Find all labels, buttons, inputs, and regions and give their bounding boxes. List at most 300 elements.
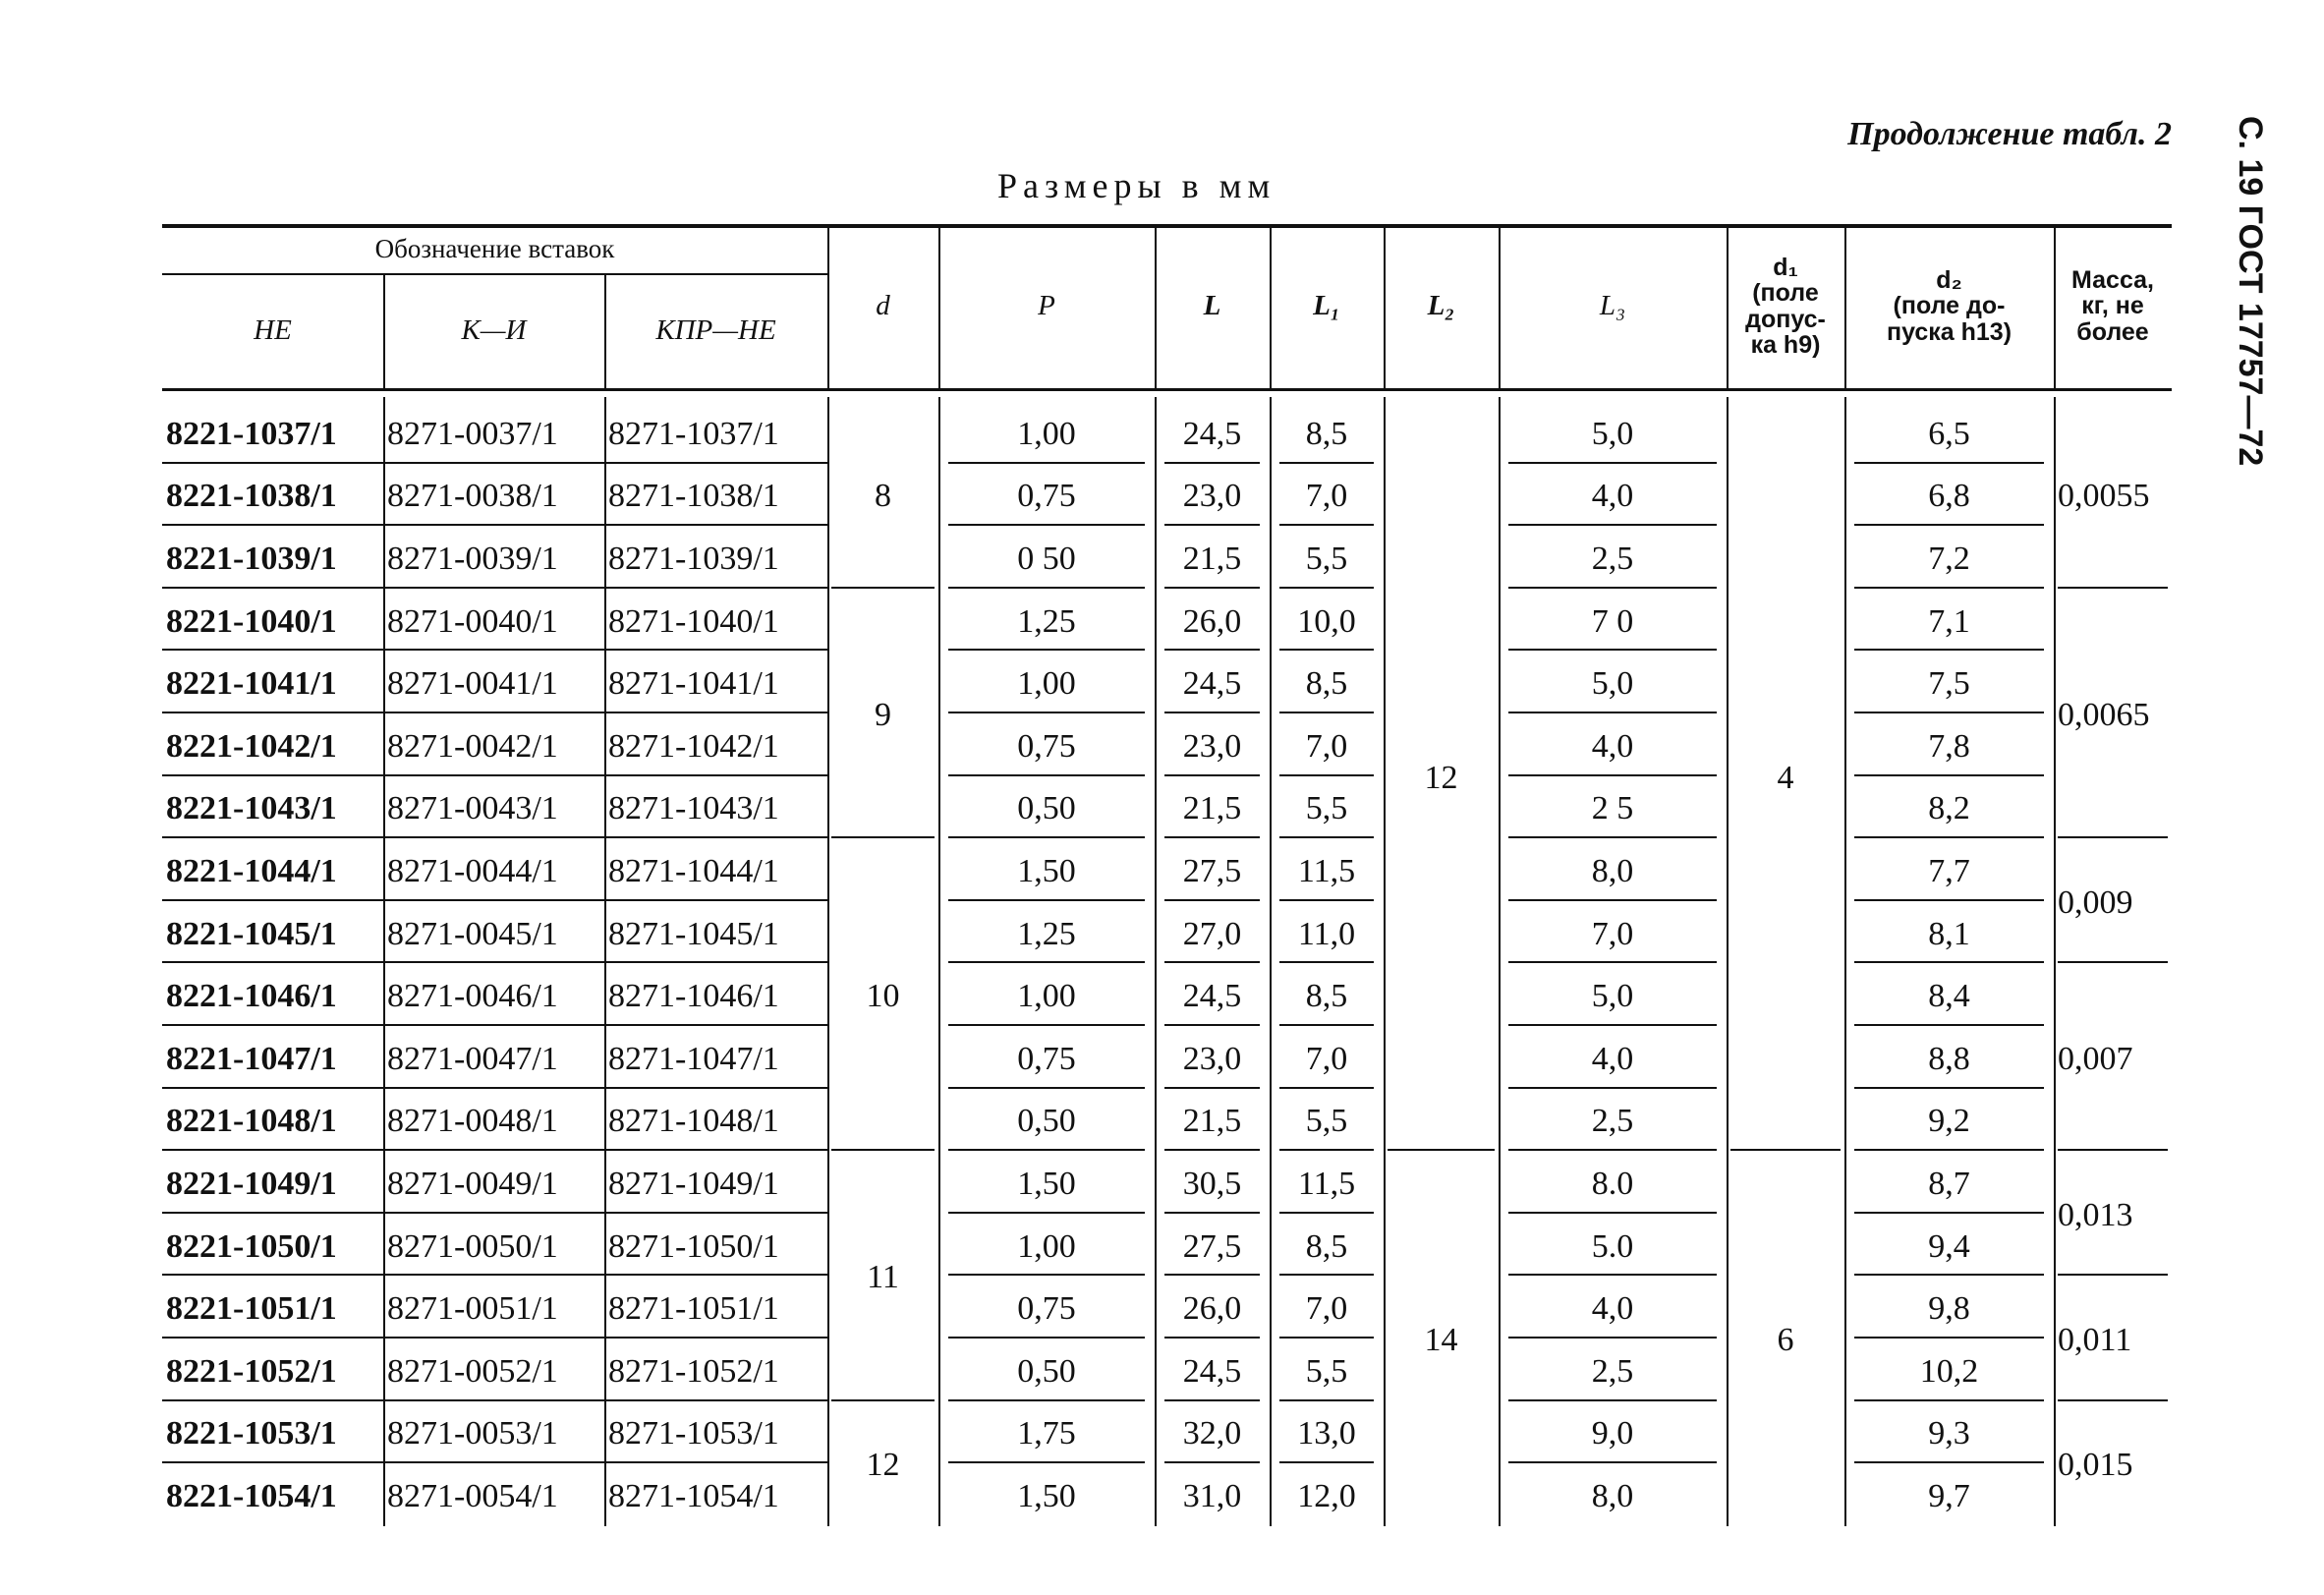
cell-d2: 9,4 bbox=[1928, 1227, 1970, 1265]
cell-l: 24,5 bbox=[1182, 1352, 1242, 1390]
cell-kpr-ne: 8271-1051/1 bbox=[608, 1290, 779, 1328]
continuation-caption: Продолжение табл. 2 bbox=[1847, 116, 2172, 152]
cell-k-i: 8271-0043/1 bbox=[387, 790, 558, 827]
cell-l1: 7,0 bbox=[1305, 1040, 1348, 1077]
cell-kpr-ne: 8271-1049/1 bbox=[608, 1165, 779, 1202]
header-d1-line: ка h9) bbox=[1750, 330, 1821, 359]
row-underline bbox=[1508, 961, 1717, 963]
row-underline bbox=[1854, 712, 2044, 713]
row-underline bbox=[604, 899, 827, 901]
header-mass-line: кг, не bbox=[2081, 292, 2144, 320]
cell-k-i: 8271-0041/1 bbox=[387, 665, 558, 703]
cell-d1: 4 bbox=[1777, 759, 1794, 796]
row-underline bbox=[604, 712, 827, 713]
cell-ne: 8221-1048/1 bbox=[166, 1103, 337, 1140]
row-underline bbox=[1854, 1212, 2044, 1214]
row-underline bbox=[1164, 1087, 1260, 1089]
row-underline bbox=[1854, 1399, 2044, 1401]
cell-l3: 2,5 bbox=[1591, 1103, 1634, 1140]
row-underline bbox=[948, 836, 1145, 838]
cell-l3: 5,0 bbox=[1591, 978, 1634, 1015]
cell-l: 27,5 bbox=[1182, 852, 1242, 889]
row-underline bbox=[1854, 1149, 2044, 1151]
header-d2 bbox=[1844, 224, 2054, 388]
row-underline bbox=[1508, 1024, 1717, 1026]
cell-kpr-ne: 8271-1050/1 bbox=[608, 1227, 779, 1265]
row-underline bbox=[1854, 1337, 2044, 1339]
cell-d2: 7,1 bbox=[1928, 602, 1970, 640]
row-underline bbox=[1854, 524, 2044, 526]
cell-p: 1,00 bbox=[1017, 415, 1076, 452]
row-underline bbox=[948, 1149, 1145, 1151]
header-d1-line: допус- bbox=[1745, 305, 1826, 333]
cell-l1: 11,0 bbox=[1297, 915, 1356, 952]
row-underline bbox=[1279, 961, 1374, 963]
cell-l: 21,5 bbox=[1182, 540, 1242, 577]
cell-p: 0,75 bbox=[1017, 478, 1076, 515]
cell-d2: 10,2 bbox=[1919, 1352, 1979, 1390]
cell-l: 21,5 bbox=[1182, 1103, 1242, 1140]
cell-l: 21,5 bbox=[1182, 790, 1242, 827]
cell-k-i: 8271-0052/1 bbox=[387, 1352, 558, 1390]
row-underline bbox=[948, 1087, 1145, 1089]
cell-p: 0 50 bbox=[1017, 540, 1076, 577]
cell-l3: 5,0 bbox=[1591, 665, 1634, 703]
row-underline bbox=[1164, 712, 1260, 713]
row-underline bbox=[1279, 1399, 1374, 1401]
cell-ne: 8221-1052/1 bbox=[166, 1352, 337, 1390]
cell-k-i: 8271-0053/1 bbox=[387, 1415, 558, 1453]
row-underline bbox=[604, 1399, 827, 1401]
cell-l3: 2 5 bbox=[1591, 790, 1634, 827]
cell-mass: 0,0055 bbox=[2058, 478, 2150, 515]
header-bottom-rule bbox=[162, 388, 2172, 391]
row-underline bbox=[948, 899, 1145, 901]
cell-d2: 7,5 bbox=[1928, 665, 1970, 703]
cell-l1: 5,5 bbox=[1305, 1352, 1348, 1390]
row-underline bbox=[948, 1461, 1145, 1463]
cell-k-i: 8271-0044/1 bbox=[387, 852, 558, 889]
cell-l1: 8,5 bbox=[1305, 1227, 1348, 1265]
header-l: L bbox=[1203, 290, 1221, 321]
cell-kpr-ne: 8271-1039/1 bbox=[608, 540, 779, 577]
cell-mass: 0,0065 bbox=[2058, 696, 2150, 733]
row-underline bbox=[1854, 649, 2044, 651]
row-underline bbox=[383, 774, 604, 776]
row-underline bbox=[162, 961, 383, 963]
cell-l3: 5.0 bbox=[1591, 1227, 1634, 1265]
group-separator bbox=[1730, 1149, 1841, 1151]
header-d: d bbox=[876, 290, 890, 321]
row-underline bbox=[162, 1461, 383, 1463]
row-underline bbox=[1279, 1024, 1374, 1026]
cell-l: 27,5 bbox=[1182, 1227, 1242, 1265]
header-d1-line: (поле bbox=[1752, 279, 1819, 308]
cell-k-i: 8271-0040/1 bbox=[387, 602, 558, 640]
row-underline bbox=[162, 1399, 383, 1401]
cell-mass: 0,011 bbox=[2058, 1321, 2132, 1358]
cell-l: 24,5 bbox=[1182, 415, 1242, 452]
header-d1-line: d₁ bbox=[1773, 254, 1798, 281]
row-underline bbox=[948, 1337, 1145, 1339]
header-mass-line: более bbox=[2076, 317, 2149, 346]
cell-l: 23,0 bbox=[1182, 478, 1242, 515]
row-underline bbox=[162, 1149, 383, 1151]
row-underline bbox=[1854, 899, 2044, 901]
cell-k-i: 8271-0047/1 bbox=[387, 1040, 558, 1077]
cell-d2: 8,7 bbox=[1928, 1165, 1970, 1202]
header-l1: L₁ bbox=[1313, 290, 1340, 321]
row-underline bbox=[604, 961, 827, 963]
cell-ne: 8221-1053/1 bbox=[166, 1415, 337, 1453]
cell-l: 31,0 bbox=[1182, 1477, 1242, 1514]
header-insert-designation: Обозначение вставок bbox=[374, 233, 615, 263]
cell-l: 23,0 bbox=[1182, 1040, 1242, 1077]
row-underline bbox=[1164, 1212, 1260, 1214]
header-d2-line: пуска h13) bbox=[1886, 317, 2012, 346]
group-separator bbox=[1388, 1149, 1495, 1151]
row-underline bbox=[1854, 774, 2044, 776]
page-running-header bbox=[2226, 116, 2285, 509]
header-ne: НЕ bbox=[254, 314, 292, 346]
row-underline bbox=[1508, 587, 1717, 589]
cell-l2: 14 bbox=[1424, 1321, 1458, 1358]
cell-l3: 8,0 bbox=[1591, 1477, 1634, 1514]
cell-kpr-ne: 8271-1040/1 bbox=[608, 602, 779, 640]
row-underline bbox=[162, 649, 383, 651]
cell-l3: 4,0 bbox=[1591, 1040, 1634, 1077]
cell-d2: 8,1 bbox=[1928, 915, 1970, 952]
cell-d1: 6 bbox=[1777, 1321, 1794, 1358]
row-underline bbox=[1854, 1461, 2044, 1463]
cell-p: 1,00 bbox=[1017, 665, 1076, 703]
row-underline bbox=[383, 1461, 604, 1463]
header-d1 bbox=[1727, 224, 1844, 388]
row-underline bbox=[1164, 1399, 1260, 1401]
header-mass-line: Масса, bbox=[2071, 266, 2154, 295]
row-underline bbox=[1164, 1337, 1260, 1339]
cell-k-i: 8271-0046/1 bbox=[387, 978, 558, 1015]
cell-l3: 4,0 bbox=[1591, 727, 1634, 765]
cell-ne: 8221-1049/1 bbox=[166, 1165, 337, 1202]
cell-kpr-ne: 8271-1041/1 bbox=[608, 665, 779, 703]
row-underline bbox=[1279, 649, 1374, 651]
row-underline bbox=[604, 524, 827, 526]
row-underline bbox=[604, 1337, 827, 1339]
cell-k-i: 8271-0038/1 bbox=[387, 478, 558, 515]
cell-d2: 8,4 bbox=[1928, 978, 1970, 1015]
cell-l1: 7,0 bbox=[1305, 727, 1348, 765]
row-underline bbox=[1508, 899, 1717, 901]
row-underline bbox=[1164, 524, 1260, 526]
cell-l1: 5,5 bbox=[1305, 790, 1348, 827]
cell-k-i: 8271-0054/1 bbox=[387, 1477, 558, 1514]
cell-l1: 7,0 bbox=[1305, 1290, 1348, 1328]
row-underline bbox=[162, 587, 383, 589]
row-underline bbox=[1508, 1149, 1717, 1151]
row-underline bbox=[1279, 1212, 1374, 1214]
row-underline bbox=[1279, 1337, 1374, 1339]
row-underline bbox=[383, 1087, 604, 1089]
cell-k-i: 8271-0049/1 bbox=[387, 1165, 558, 1202]
row-underline bbox=[1279, 462, 1374, 464]
cell-l3: 2,5 bbox=[1591, 1352, 1634, 1390]
row-underline bbox=[1279, 1274, 1374, 1276]
row-underline bbox=[604, 774, 827, 776]
cell-ne: 8221-1039/1 bbox=[166, 540, 337, 577]
row-underline bbox=[1164, 774, 1260, 776]
cell-p: 0,75 bbox=[1017, 727, 1076, 765]
cell-l1: 11,5 bbox=[1297, 852, 1356, 889]
row-underline bbox=[162, 524, 383, 526]
row-underline bbox=[604, 1212, 827, 1214]
cell-d: 12 bbox=[866, 1447, 900, 1484]
group-separator bbox=[2058, 1399, 2168, 1401]
cell-l2: 12 bbox=[1424, 759, 1458, 796]
row-underline bbox=[383, 712, 604, 713]
row-underline bbox=[1854, 462, 2044, 464]
cell-ne: 8221-1038/1 bbox=[166, 478, 337, 515]
cell-p: 1,00 bbox=[1017, 978, 1076, 1015]
cell-kpr-ne: 8271-1042/1 bbox=[608, 727, 779, 765]
row-underline bbox=[1508, 1461, 1717, 1463]
row-underline bbox=[383, 1337, 604, 1339]
cell-ne: 8221-1054/1 bbox=[166, 1477, 337, 1514]
cell-p: 0,75 bbox=[1017, 1040, 1076, 1077]
cell-l3: 4,0 bbox=[1591, 1290, 1634, 1328]
group-separator bbox=[2058, 587, 2168, 589]
group-separator bbox=[831, 1149, 935, 1151]
cell-d: 11 bbox=[867, 1259, 899, 1296]
row-underline bbox=[604, 1149, 827, 1151]
row-underline bbox=[1164, 1274, 1260, 1276]
cell-d2: 8,2 bbox=[1928, 790, 1970, 827]
cell-kpr-ne: 8271-1045/1 bbox=[608, 915, 779, 952]
cell-p: 0,50 bbox=[1017, 1352, 1076, 1390]
group-separator bbox=[831, 836, 935, 838]
cell-l1: 5,5 bbox=[1305, 1103, 1348, 1140]
cell-p: 1,75 bbox=[1017, 1415, 1076, 1453]
row-underline bbox=[948, 524, 1145, 526]
cell-p: 1,25 bbox=[1017, 602, 1076, 640]
cell-kpr-ne: 8271-1052/1 bbox=[608, 1352, 779, 1390]
row-underline bbox=[383, 1149, 604, 1151]
cell-d2: 7,2 bbox=[1928, 540, 1970, 577]
row-underline bbox=[604, 1087, 827, 1089]
cell-d2: 6,8 bbox=[1928, 478, 1970, 515]
row-underline bbox=[383, 1212, 604, 1214]
row-underline bbox=[162, 1337, 383, 1339]
row-underline bbox=[1164, 899, 1260, 901]
cell-p: 0,50 bbox=[1017, 1103, 1076, 1140]
row-underline bbox=[162, 1024, 383, 1026]
row-underline bbox=[383, 524, 604, 526]
cell-k-i: 8271-0048/1 bbox=[387, 1103, 558, 1140]
row-underline bbox=[948, 1024, 1145, 1026]
row-underline bbox=[383, 1399, 604, 1401]
cell-d2: 9,3 bbox=[1928, 1415, 1970, 1453]
cell-ne: 8221-1040/1 bbox=[166, 602, 337, 640]
cell-k-i: 8271-0051/1 bbox=[387, 1290, 558, 1328]
cell-ne: 8221-1041/1 bbox=[166, 665, 337, 703]
cell-ne: 8221-1050/1 bbox=[166, 1227, 337, 1265]
row-underline bbox=[383, 649, 604, 651]
cell-k-i: 8271-0039/1 bbox=[387, 540, 558, 577]
cell-l1: 5,5 bbox=[1305, 540, 1348, 577]
cell-l3: 2,5 bbox=[1591, 540, 1634, 577]
header-d2-line: d₂ bbox=[1936, 266, 1962, 295]
cell-kpr-ne: 8271-1053/1 bbox=[608, 1415, 779, 1453]
row-underline bbox=[1508, 836, 1717, 838]
cell-kpr-ne: 8271-1048/1 bbox=[608, 1103, 779, 1140]
cell-d2: 9,8 bbox=[1928, 1290, 1970, 1328]
cell-k-i: 8271-0045/1 bbox=[387, 915, 558, 952]
row-underline bbox=[1508, 1087, 1717, 1089]
cell-l1: 13,0 bbox=[1297, 1415, 1356, 1453]
cell-l3: 7,0 bbox=[1591, 915, 1634, 952]
row-underline bbox=[948, 649, 1145, 651]
cell-l3: 4,0 bbox=[1591, 478, 1634, 515]
row-underline bbox=[948, 961, 1145, 963]
cell-kpr-ne: 8271-1037/1 bbox=[608, 415, 779, 452]
cell-k-i: 8271-0050/1 bbox=[387, 1227, 558, 1265]
row-underline bbox=[604, 836, 827, 838]
row-underline bbox=[1508, 774, 1717, 776]
cell-l3: 8.0 bbox=[1591, 1165, 1634, 1202]
cell-l1: 8,5 bbox=[1305, 665, 1348, 703]
row-underline bbox=[948, 774, 1145, 776]
row-underline bbox=[604, 649, 827, 651]
group-separator bbox=[831, 587, 935, 589]
row-underline bbox=[1164, 462, 1260, 464]
cell-mass: 0,009 bbox=[2058, 883, 2133, 921]
units-caption: Размеры в мм bbox=[997, 166, 1276, 205]
cell-p: 1,00 bbox=[1017, 1227, 1076, 1265]
row-underline bbox=[1164, 587, 1260, 589]
row-underline bbox=[162, 462, 383, 464]
row-underline bbox=[383, 899, 604, 901]
group-separator bbox=[2058, 836, 2168, 838]
row-underline bbox=[1164, 961, 1260, 963]
cell-l1: 8,5 bbox=[1305, 415, 1348, 452]
cell-ne: 8221-1045/1 bbox=[166, 915, 337, 952]
row-underline bbox=[1279, 1149, 1374, 1151]
cell-kpr-ne: 8271-1047/1 bbox=[608, 1040, 779, 1077]
row-underline bbox=[1279, 1461, 1374, 1463]
row-underline bbox=[1279, 712, 1374, 713]
row-underline bbox=[162, 712, 383, 713]
cell-k-i: 8271-0037/1 bbox=[387, 415, 558, 452]
row-underline bbox=[1854, 836, 2044, 838]
header-l3: L₃ bbox=[1599, 290, 1626, 321]
row-underline bbox=[1164, 649, 1260, 651]
cell-l: 26,0 bbox=[1182, 1290, 1242, 1328]
group-separator bbox=[2058, 1149, 2168, 1151]
cell-l1: 8,5 bbox=[1305, 978, 1348, 1015]
cell-d: 10 bbox=[866, 978, 900, 1015]
row-underline bbox=[948, 1274, 1145, 1276]
row-underline bbox=[162, 1087, 383, 1089]
row-underline bbox=[383, 1274, 604, 1276]
group-separator bbox=[2058, 1274, 2168, 1276]
row-underline bbox=[948, 1212, 1145, 1214]
row-underline bbox=[1508, 524, 1717, 526]
header-p: P bbox=[1038, 290, 1055, 321]
cell-p: 0,75 bbox=[1017, 1290, 1076, 1328]
cell-l1: 7,0 bbox=[1305, 478, 1348, 515]
row-underline bbox=[1854, 1274, 2044, 1276]
cell-l: 24,5 bbox=[1182, 978, 1242, 1015]
header-kpr-ne: КПР—НЕ bbox=[655, 314, 776, 346]
row-underline bbox=[162, 774, 383, 776]
header-l2: L₂ bbox=[1427, 290, 1455, 321]
row-underline bbox=[1508, 649, 1717, 651]
row-underline bbox=[383, 961, 604, 963]
row-underline bbox=[948, 462, 1145, 464]
cell-l1: 12,0 bbox=[1297, 1477, 1356, 1514]
cell-ne: 8221-1037/1 bbox=[166, 415, 337, 452]
row-underline bbox=[383, 836, 604, 838]
row-underline bbox=[604, 587, 827, 589]
row-underline bbox=[1164, 836, 1260, 838]
row-underline bbox=[383, 1024, 604, 1026]
row-underline bbox=[1279, 1087, 1374, 1089]
cell-l: 23,0 bbox=[1182, 727, 1242, 765]
row-underline bbox=[1279, 899, 1374, 901]
row-underline bbox=[383, 587, 604, 589]
cell-l: 32,0 bbox=[1182, 1415, 1242, 1453]
row-underline bbox=[948, 712, 1145, 713]
row-underline bbox=[1854, 587, 2044, 589]
cell-l: 24,5 bbox=[1182, 665, 1242, 703]
cell-kpr-ne: 8271-1044/1 bbox=[608, 852, 779, 889]
group-separator bbox=[2058, 961, 2168, 963]
row-underline bbox=[604, 1024, 827, 1026]
cell-d2: 9,7 bbox=[1928, 1477, 1970, 1514]
row-underline bbox=[162, 1212, 383, 1214]
cell-l3: 9,0 bbox=[1591, 1415, 1634, 1453]
cell-kpr-ne: 8271-1043/1 bbox=[608, 790, 779, 827]
running-header-text: С. 19 ГОСТ 17757—72 bbox=[2232, 116, 2269, 467]
cell-l3: 7 0 bbox=[1591, 602, 1634, 640]
row-underline bbox=[1854, 961, 2044, 963]
cell-ne: 8221-1042/1 bbox=[166, 727, 337, 765]
row-underline bbox=[1508, 1212, 1717, 1214]
cell-l1: 11,5 bbox=[1297, 1165, 1356, 1202]
cell-p: 1,50 bbox=[1017, 1477, 1076, 1514]
cell-mass: 0,013 bbox=[2058, 1196, 2133, 1233]
cell-ne: 8221-1047/1 bbox=[166, 1040, 337, 1077]
row-underline bbox=[1508, 712, 1717, 713]
row-underline bbox=[1164, 1149, 1260, 1151]
row-underline bbox=[1508, 462, 1717, 464]
cell-d2: 9,2 bbox=[1928, 1103, 1970, 1140]
row-underline bbox=[604, 1274, 827, 1276]
cell-ne: 8221-1043/1 bbox=[166, 790, 337, 827]
cell-l1: 10,0 bbox=[1297, 602, 1356, 640]
cell-d: 8 bbox=[875, 478, 891, 515]
row-underline bbox=[1854, 1024, 2044, 1026]
cell-l: 27,0 bbox=[1182, 915, 1242, 952]
row-underline bbox=[383, 462, 604, 464]
cell-l: 30,5 bbox=[1182, 1165, 1242, 1202]
cell-l3: 5,0 bbox=[1591, 415, 1634, 452]
cell-mass: 0,015 bbox=[2058, 1447, 2133, 1484]
header-d2-line: (поле до- bbox=[1893, 292, 2006, 320]
row-underline bbox=[162, 1274, 383, 1276]
insert-dimensions-table bbox=[162, 216, 2172, 1513]
cell-ne: 8221-1046/1 bbox=[166, 978, 337, 1015]
